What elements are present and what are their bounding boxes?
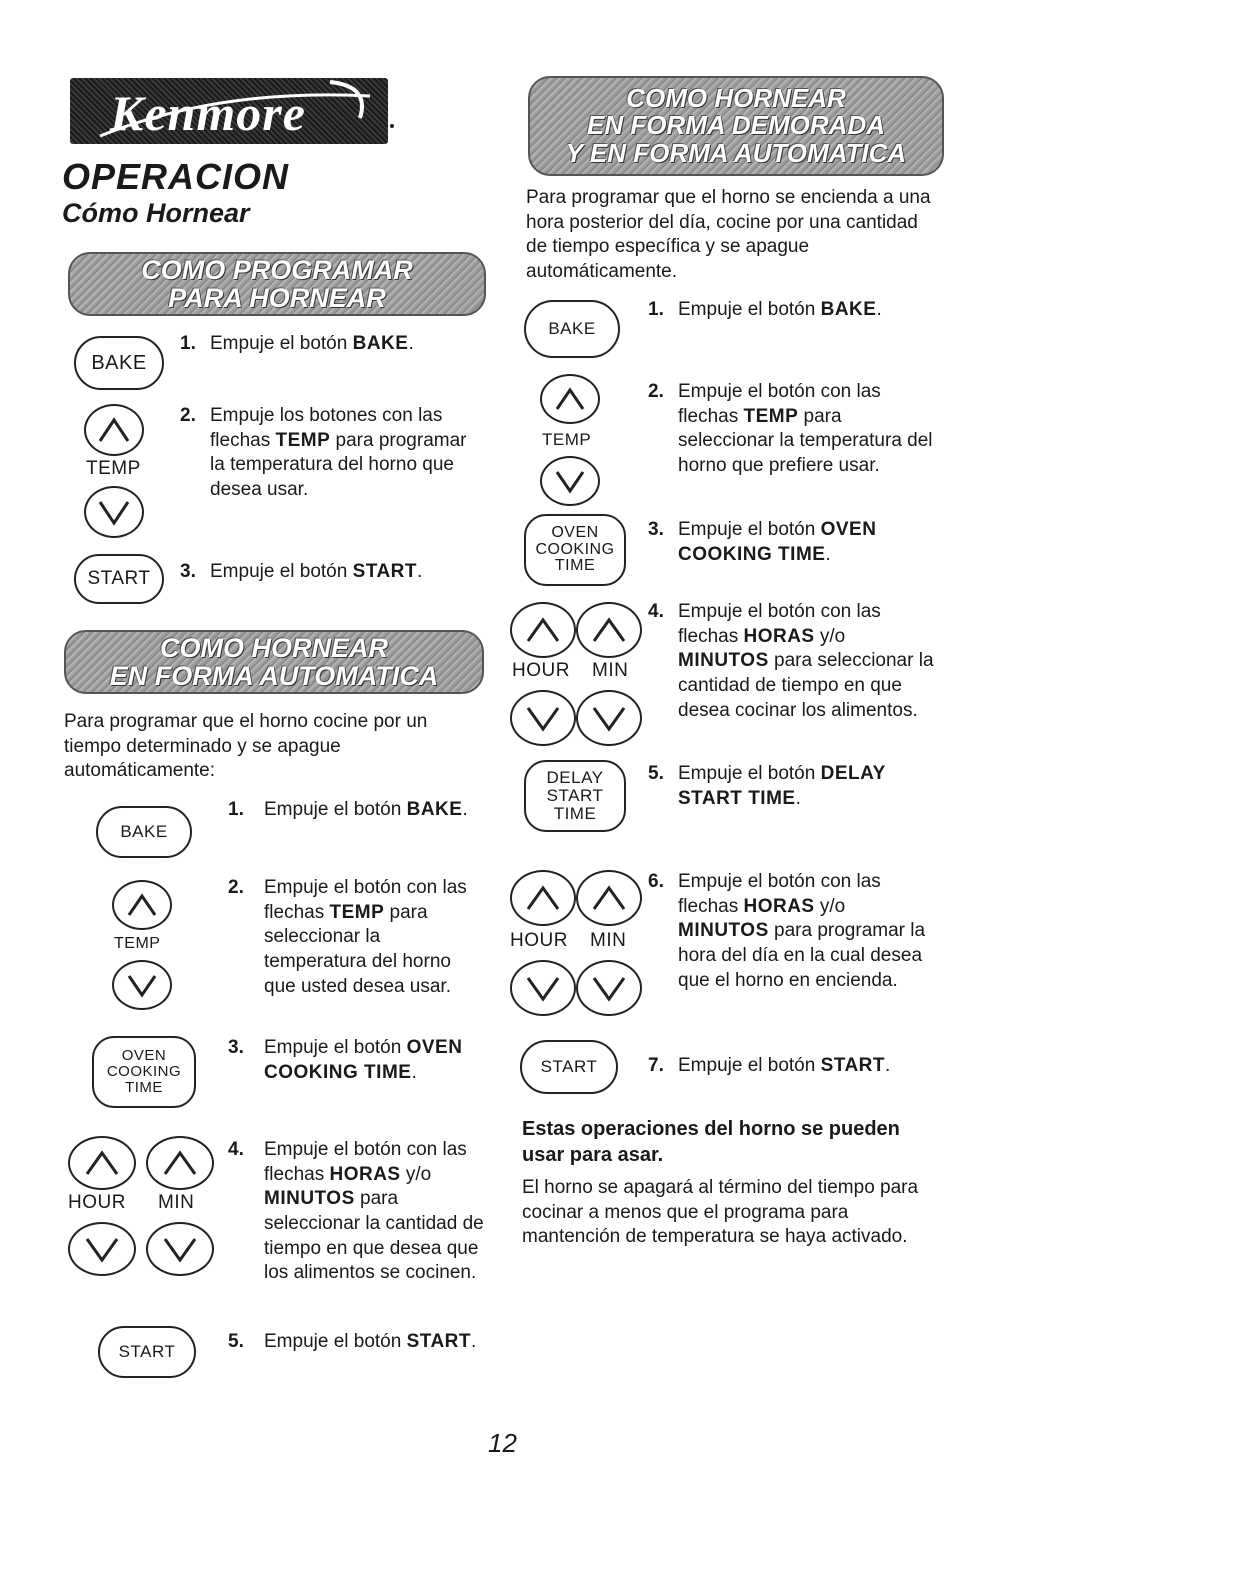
button-label: START <box>87 568 151 589</box>
s1-step-1 <box>180 332 480 357</box>
button-label: START <box>546 786 604 806</box>
section3-banner <box>528 76 944 176</box>
step-text: Empuje el botón OVEN COOKING TIME. <box>264 1037 463 1083</box>
button-label: COOKING <box>106 1063 182 1081</box>
step-number: 5. <box>228 1331 244 1352</box>
brand-logo <box>70 78 388 144</box>
step-number: 5. <box>648 763 664 784</box>
hour-up-arrow-icon[interactable] <box>510 602 576 658</box>
bake-button[interactable] <box>74 336 164 390</box>
button-label: BAKE <box>120 822 168 841</box>
min-label: MIN <box>592 660 629 681</box>
temp-down-arrow-icon[interactable] <box>84 486 144 538</box>
banner-line: COMO PROGRAMAR <box>141 254 413 285</box>
step-text: Empuje el botón START. <box>210 561 423 582</box>
step-text: Empuje el botón BAKE. <box>264 799 468 820</box>
step-number: 7. <box>648 1055 664 1076</box>
bake-button[interactable] <box>96 806 192 858</box>
step-text: Empuje el botón START. <box>678 1055 891 1076</box>
hour-label: HOUR <box>510 930 568 951</box>
oven-cooking-time-button[interactable] <box>92 1036 196 1108</box>
trademark-dot <box>390 124 394 128</box>
s1-step-3 <box>180 560 480 585</box>
step-text: Empuje el botón con las flechas HORAS y/o MINUTOS para seleccionar la cantidad de tiempo en que desea que los alimentos se cocinen. <box>264 1139 484 1284</box>
start-button[interactable] <box>74 554 164 604</box>
hour-down-arrow-icon[interactable] <box>510 960 576 1016</box>
step-number: 1. <box>180 333 196 354</box>
s3-step-2 <box>648 380 938 479</box>
banner-line: Y EN FORMA AUTOMATICA <box>565 137 907 168</box>
step-number: 3. <box>180 561 196 582</box>
s2-step-4 <box>228 1138 484 1286</box>
note-title: Estas operaciones del horno se pueden usar para asar. <box>522 1118 900 1166</box>
button-label: START <box>118 1342 176 1361</box>
section3-intro: Para programar que el horno se encienda a una hora posterior del día, cocine por una cantidad de tiempo específica y se apague automáticamente. <box>526 187 931 283</box>
step-text: Empuje el botón START. <box>264 1331 477 1352</box>
hour-down-arrow-icon[interactable] <box>68 1222 136 1276</box>
button-label: TIME <box>554 557 596 575</box>
button-label: TIME <box>125 1078 163 1096</box>
start-button[interactable] <box>98 1326 196 1378</box>
banner-line: PARA HORNEAR <box>168 283 386 313</box>
s3-step-4 <box>648 600 938 723</box>
button-label: BAKE <box>548 319 596 338</box>
s1-step-2 <box>180 404 480 503</box>
banner-line: COMO HORNEAR <box>160 632 388 663</box>
banner-line: EN FORMA AUTOMATICA <box>109 661 439 691</box>
step-number: 3. <box>648 519 664 540</box>
step-text: Empuje el botón BAKE. <box>678 299 882 320</box>
min-up-arrow-icon[interactable] <box>146 1136 214 1190</box>
temp-label: TEMP <box>114 935 161 952</box>
s2-step-3 <box>228 1036 478 1085</box>
banner-line: COMO HORNEAR <box>626 83 846 114</box>
min-label: MIN <box>158 1192 195 1213</box>
step-number: 1. <box>228 799 244 820</box>
temp-down-arrow-icon[interactable] <box>540 456 600 506</box>
button-label: BAKE <box>91 351 147 374</box>
button-label: COOKING <box>535 540 615 558</box>
button-label: OVEN <box>551 523 599 541</box>
temp-up-arrow-icon[interactable] <box>112 880 172 930</box>
s2-step-1 <box>228 798 478 823</box>
min-down-arrow-icon[interactable] <box>576 690 642 746</box>
step-number: 2. <box>228 877 244 898</box>
step-text: Empuje el botón BAKE. <box>210 333 414 354</box>
banner-line: EN FORMA DEMORADA <box>586 110 886 141</box>
min-up-arrow-icon[interactable] <box>576 870 642 926</box>
start-button[interactable] <box>520 1040 618 1094</box>
bake-button[interactable] <box>524 300 620 358</box>
step-number: 2. <box>180 405 196 426</box>
button-label: START <box>540 1057 598 1076</box>
hour-down-arrow-icon[interactable] <box>510 690 576 746</box>
delay-start-time-button[interactable] <box>524 760 626 832</box>
s2-step-5 <box>228 1330 478 1355</box>
section1-banner <box>68 252 486 316</box>
temp-label: TEMP <box>86 458 141 479</box>
button-label: DELAY <box>546 768 604 788</box>
s3-step-7 <box>648 1054 938 1079</box>
step-text: Empuje el botón con las flechas TEMP para seleccionar la temperatura del horno que usted desea usar. <box>264 877 467 997</box>
temp-up-arrow-icon[interactable] <box>84 404 144 456</box>
step-text: Empuje el botón con las flechas TEMP para seleccionar la temperatura del horno que prefiere usar. <box>678 381 933 477</box>
hour-label: HOUR <box>68 1192 126 1213</box>
min-up-arrow-icon[interactable] <box>576 602 642 658</box>
button-label: TIME <box>553 803 597 823</box>
step-text: Empuje el botón DELAY START TIME. <box>678 763 886 809</box>
step-number: 4. <box>228 1139 244 1160</box>
temp-down-arrow-icon[interactable] <box>112 960 172 1010</box>
hour-label: HOUR <box>512 660 570 681</box>
step-text: Empuje el botón con las flechas HORAS y/o MINUTOS para seleccionar la cantidad de tiempo en que desea cocinar los alimentos. <box>678 601 934 721</box>
step-text: Empuje el botón OVEN COOKING TIME. <box>678 519 877 565</box>
step-text: Empuje los botones con las flechas TEMP para programar la temperatura del horno que desea usar. <box>210 405 467 501</box>
page-title: OPERACION <box>62 156 290 197</box>
min-down-arrow-icon[interactable] <box>576 960 642 1016</box>
section2-intro: Para programar que el horno cocine por un tiempo determinado y se apague automáticamente: <box>64 711 428 782</box>
temp-up-arrow-icon[interactable] <box>540 374 600 424</box>
min-label: MIN <box>590 930 627 951</box>
page-number: 12 <box>488 1428 517 1458</box>
hour-up-arrow-icon[interactable] <box>510 870 576 926</box>
s3-step-5 <box>648 762 938 811</box>
step-number: 6. <box>648 871 664 892</box>
note-text: El horno se apagará al término del tiempo para cocinar a menos que el programa para mantención de temperatura se haya activado. <box>522 1177 919 1248</box>
section2-banner <box>64 630 484 694</box>
brand-name: Kenmore <box>110 85 306 141</box>
min-down-arrow-icon[interactable] <box>146 1222 214 1276</box>
page-subtitle: Cómo Hornear <box>62 198 250 228</box>
button-label: OVEN <box>121 1047 167 1065</box>
step-text: Empuje el botón con las flechas HORAS y/o MINUTOS para programar la hora del día en la cual desea que el horno en encienda. <box>678 871 926 991</box>
s3-step-1 <box>648 298 938 323</box>
s2-step-2 <box>228 876 478 999</box>
step-number: 2. <box>648 381 664 402</box>
hour-up-arrow-icon[interactable] <box>68 1136 136 1190</box>
step-number: 1. <box>648 299 664 320</box>
oven-cooking-time-button[interactable] <box>524 514 626 586</box>
s3-step-6 <box>648 870 940 993</box>
step-number: 4. <box>648 601 664 622</box>
step-number: 3. <box>228 1037 244 1058</box>
s3-step-3 <box>648 518 938 567</box>
temp-label: TEMP <box>542 430 592 449</box>
